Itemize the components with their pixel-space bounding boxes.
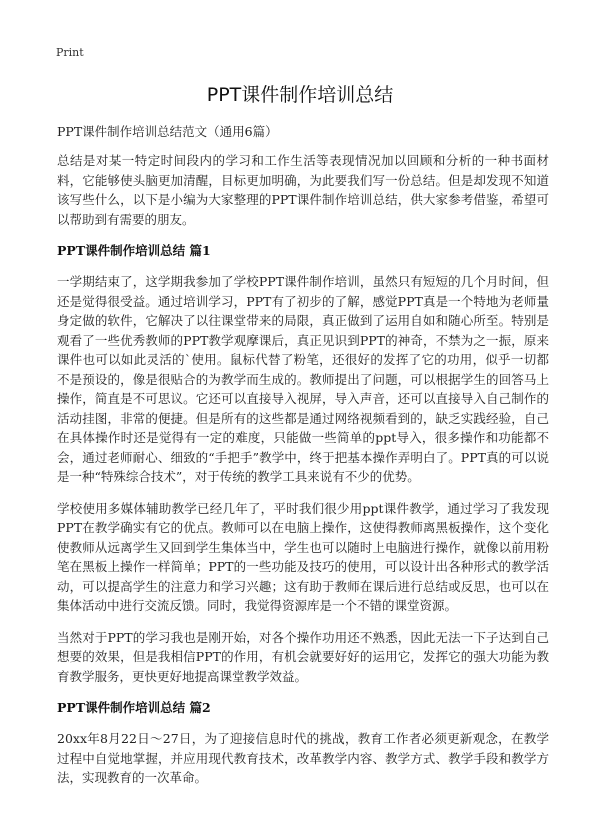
section-heading: PPT课件制作培训总结 篇1 [57, 243, 211, 258]
body-paragraph: 一学期结束了，这学期我参加了学校PPT课件制作培训，虽然只有短短的几个月时间，但还是觉得很受益。通过培训学习，PPT有了初步的了解，感觉PPT真是一个特地为老师量身定做的软件，它解决了以往课堂带来的局限，真正做到了运用自如和随心所至。特别是观看了一些优秀教师的PPT教学观摩课后，真正见识到PPT的神奇，不禁为之一振，原来课件也可以如此灵活的`使用。鼠标代替了粉笔，还很好的发挥了它的功用，似乎一切都不是预设的，像是很贴合的为教学而生成的。教师提出了问题，可以根据学生的回答马上操作，简直是不可思议。它还可以直接导入视屏，导入声音，还可以直接导入自己制作的活动挂图，非常的便捷。但是所有的这些都是通过网络视频看到的，缺乏实践经验，自己在具体操作时还是觉得有一定的难度，只能做一些简单的ppt导入，很多操作和功能都不会，通过老师耐心、细致的“手把手”教学中，终于把基本操作弄明白了。PPT真的可以说是一种“特殊综合技术”，对于传统的教学工具来说有不少的优势。 [57, 274, 549, 484]
intro-paragraph: 总结是对某一特定时间段内的学习和工作生活等表现情况加以回顾和分析的一种书面材料，它能够使头脑更加清醒，目标更加明确，为此要我们写一份总结。但是却发现不知道该写些什么，以下是小编为大家整理的PPT课件制作培训总结，供大家参考借鉴，希望可以帮助到有需要的朋友。 [57, 153, 549, 227]
document-body [57, 122, 549, 800]
print-link[interactable]: Print [56, 46, 84, 59]
section-2 [57, 698, 549, 788]
body-paragraph: 当然对于PPT的学习我也是刚开始，对各个操作功用还不熟悉，因此无法一下子达到自己想要的效果，但是我相信PPT的作用，有机会就要好好的运用它，发挥它的强大功能为教育教学服务，更快更好地提高课堂教学效益。 [57, 629, 549, 684]
body-paragraph: 20xx年8月22日～27日，为了迎接信息时代的挑战，教育工作者必须更新观念，在教学过程中自觉地掌握，并应用现代教育技术，改革教学内容、教学方式、教学手段和教学方法，实现教育的一次革命。 [57, 731, 549, 785]
section-heading: PPT课件制作培训总结 篇2 [57, 700, 211, 715]
body-paragraph: 学校使用多媒体辅助教学已经几年了，平时我们很少用ppt课件教学，通过学习了我发现PPT在教学确实有它的优点。教师可以在电脑上操作，这使得教师离黑板操作，这个变化使教师从远离学生又回到学生集体当中，学生也可以随时上电脑进行操作，就像以前用粉笔在黑板上操作一样简单；PPT的一些功能及技巧的使用，可以设计出各种形式的教学活动，可以提高学生的注意力和学习兴趣；这有助于教师在课后进行总结或反思，也可以在集体活动中进行交流反馈。同时，我觉得资源库是一个不错的课堂资源。 [57, 500, 549, 613]
page-title: PPT课件制作培训总结 [206, 84, 394, 106]
document-subtitle: PPT课件制作培训总结范文（通用6篇） [57, 124, 278, 139]
section-1 [57, 241, 549, 686]
